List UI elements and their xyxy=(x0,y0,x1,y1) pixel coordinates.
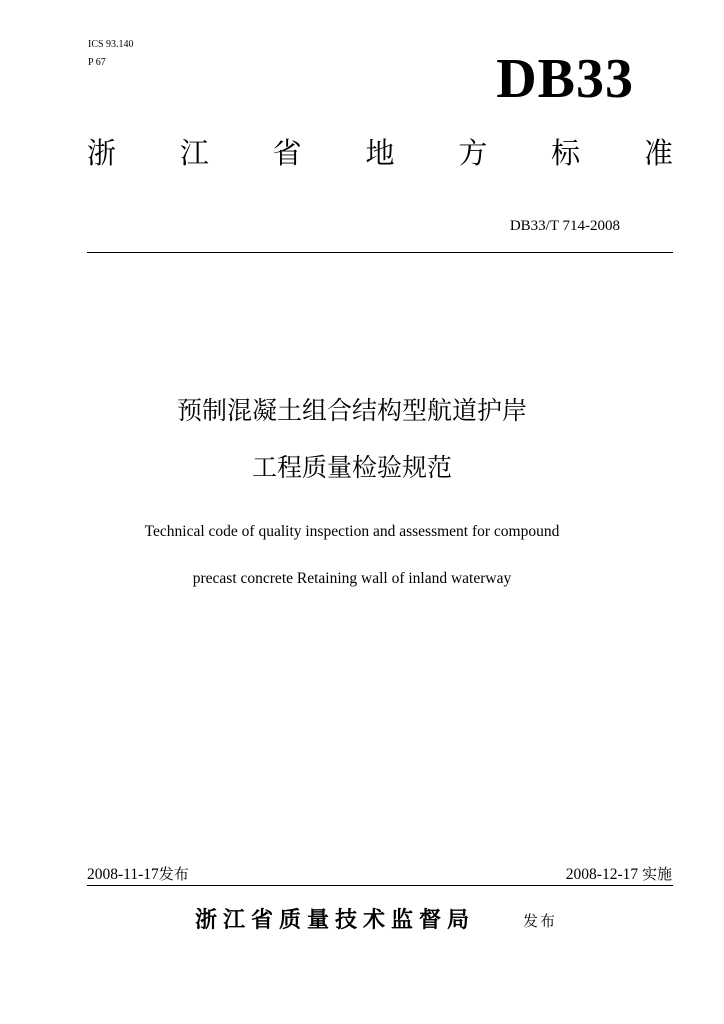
standard-type-char: 准 xyxy=(643,136,673,170)
issue-date-block xyxy=(87,864,189,885)
issuer-name: 浙江省质量技术监督局 xyxy=(195,908,476,933)
standard-type-char: 标 xyxy=(551,136,581,170)
implement-label: 实施 xyxy=(641,865,672,883)
issuer-suffix: 发布 xyxy=(523,912,558,930)
classification-code: P 67 xyxy=(88,57,106,68)
footer-rule xyxy=(87,885,673,886)
header-rule xyxy=(87,252,673,253)
title-en-line1: Technical code of quality inspection and assessment for compound xyxy=(144,523,560,540)
issue-label: 发布 xyxy=(158,865,189,883)
title-en-line2: precast concrete Retaining wall of inland waterway xyxy=(192,570,512,587)
standard-type-char: 方 xyxy=(458,136,488,170)
title-cn-line2: 工程质量检验规范 xyxy=(251,453,452,482)
standard-type-char: 地 xyxy=(365,136,395,170)
issue-date: 2008-11-17 xyxy=(87,866,159,883)
standard-type-char: 江 xyxy=(179,136,209,170)
db-code: DB33 xyxy=(496,48,634,110)
standard-type xyxy=(87,134,673,172)
standard-number: DB33/T 714-2008 xyxy=(509,218,620,234)
standard-type-char: 浙 xyxy=(87,136,117,170)
standard-type-char: 省 xyxy=(272,136,302,170)
ics-code: ICS 93.140 xyxy=(88,39,134,50)
implement-date-block xyxy=(566,864,672,885)
title-cn-line1: 预制混凝土组合结构型航道护岸 xyxy=(176,396,527,425)
implement-date: 2008-12-17 xyxy=(565,866,639,883)
